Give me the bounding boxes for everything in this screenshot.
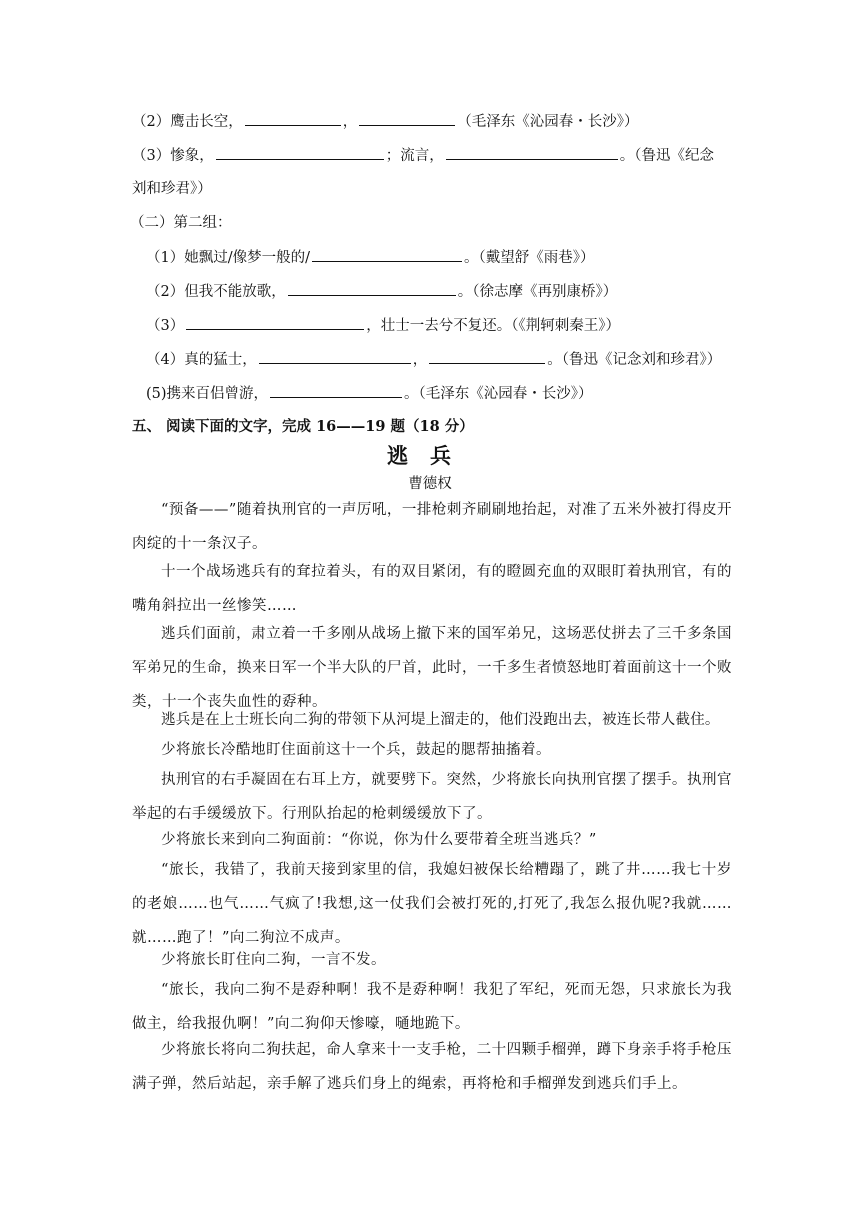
blank-field[interactable] <box>245 111 341 126</box>
group2-q3-prefix: （3） <box>146 318 185 334</box>
section-heading: 五、 阅读下面的文字，完成 16——19 题（18 分） <box>132 418 474 435</box>
blank-field[interactable] <box>259 349 411 364</box>
group2-q4-source: 。（鲁迅《记念刘和珍君》） <box>547 352 722 368</box>
group2-q2-source: 。（徐志摩《再别康桥》） <box>457 284 618 300</box>
group2-q3-source: ，壮士一去兮不复还。（《荆轲刺秦王》） <box>366 318 620 334</box>
group2-q1-prefix: （1）她飘过/像梦一般的/ <box>146 250 310 266</box>
paragraph: 逃兵们面前，肃立着一千多刚从战场上撤下来的国军弟兄，这场恶仗拼去了三千多条国军弟兄的生命，换来日军一个半大队的尸首，此时，一千多生者愤怒地盯着面前这十一个败类，十一个丧失血性的孬种。 <box>132 626 732 710</box>
blank-field[interactable] <box>429 349 545 364</box>
group1-q3-continuation: 刘和珍君》） <box>132 181 212 197</box>
blank-field[interactable] <box>270 383 402 398</box>
blank-field[interactable] <box>312 247 462 262</box>
paragraph: 少将旅长盯住向二狗，一言不发。 <box>161 952 386 968</box>
paragraph: 少将旅长来到向二狗面前：“你说，你为什么要带着全班当逃兵？” <box>161 832 597 848</box>
group2-q1-source: 。（戴望舒《雨巷》） <box>464 250 595 266</box>
group2-q2-prefix: （2）但我不能放歌， <box>146 284 286 300</box>
group1-q2-source: （毛泽东《沁园春・长沙》） <box>457 114 639 130</box>
group2-q1-line <box>146 247 595 268</box>
group2-heading: （二）第二组： <box>130 215 232 231</box>
blank-field[interactable] <box>186 315 364 330</box>
paragraph: “旅长，我错了，我前天接到家里的信，我媳妇被保长给糟蹋了，跳了井……我七十岁的老娘……也气……气疯了!我想,这一仗我们会被打死的,打死了,我怎么报仇呢?我就……就……跑了！”向二狗泣不成声。 <box>132 862 732 946</box>
paragraph: 少将旅长将向二狗扶起，命人拿来十一支手枪，二十四颗手榴弹，蹲下身亲手将手枪压满子弹，然后站起，亲手解了逃兵们身上的绳索，再将枪和手榴弹发到逃兵们手上。 <box>132 1042 732 1092</box>
group2-q5-source: 。（毛泽东《沁园春・长沙》） <box>404 386 593 402</box>
group2-q4-prefix: （4）真的猛士， <box>146 352 257 368</box>
group2-q4-line <box>146 349 721 370</box>
group2-q3-line <box>146 315 620 336</box>
article-author: 曹德权 <box>408 476 452 492</box>
paragraph: “预备——”随着执刑官的一声厉吼，一排枪刺齐刷刷地抬起，对准了五米外被打得皮开肉绽的十一条汉子。 <box>132 502 732 552</box>
group2-q5-prefix: (5)携来百侣曾游， <box>146 386 269 402</box>
group2-q2-line <box>146 281 617 302</box>
group1-q3-source: 。（鲁迅《纪念 <box>619 148 714 164</box>
article-title: 逃兵 <box>387 443 473 468</box>
blank-field[interactable] <box>446 145 618 160</box>
paragraph: “旅长，我向二狗不是孬种啊！我不是孬种啊！我犯了军纪，死而无怨，只求旅长为我做主，给我报仇啊！”向二狗仰天惨嚎，嗵地跪下。 <box>132 982 732 1032</box>
blank-field[interactable] <box>288 281 456 296</box>
group1-q2-line <box>132 111 638 132</box>
paragraph: 少将旅长冷酷地盯住面前这十一个兵，鼓起的腮帮抽搐着。 <box>161 742 551 758</box>
group1-q3-line <box>132 145 714 166</box>
paragraph: 执刑官的右手凝固在右耳上方，就要劈下。突然，少将旅长向执刑官摆了摆手。执刑官举起的右手缓缓放下。行刑队抬起的枪刺缓缓放下了。 <box>132 772 732 822</box>
paragraph: 十一个战场逃兵有的耷拉着头，有的双目紧闭，有的瞪圆充血的双眼盯着执刑官，有的嘴角斜拉出一丝惨笑…… <box>132 564 732 614</box>
blank-field[interactable] <box>216 145 384 160</box>
group1-q3-mid: ；流言， <box>385 148 444 164</box>
group1-q2-mid: ， <box>342 114 358 130</box>
group1-q2-prefix: （2）鹰击长空， <box>132 114 243 130</box>
group2-q4-mid: ， <box>412 352 428 368</box>
group2-q5-line <box>146 383 593 404</box>
paragraph: 逃兵是在上士班长向二狗的带领下从河堤上溜走的，他们没跑出去，被连长带人截住。 <box>161 712 720 728</box>
group1-q3-prefix: （3）惨象， <box>132 148 214 164</box>
blank-field[interactable] <box>359 111 455 126</box>
